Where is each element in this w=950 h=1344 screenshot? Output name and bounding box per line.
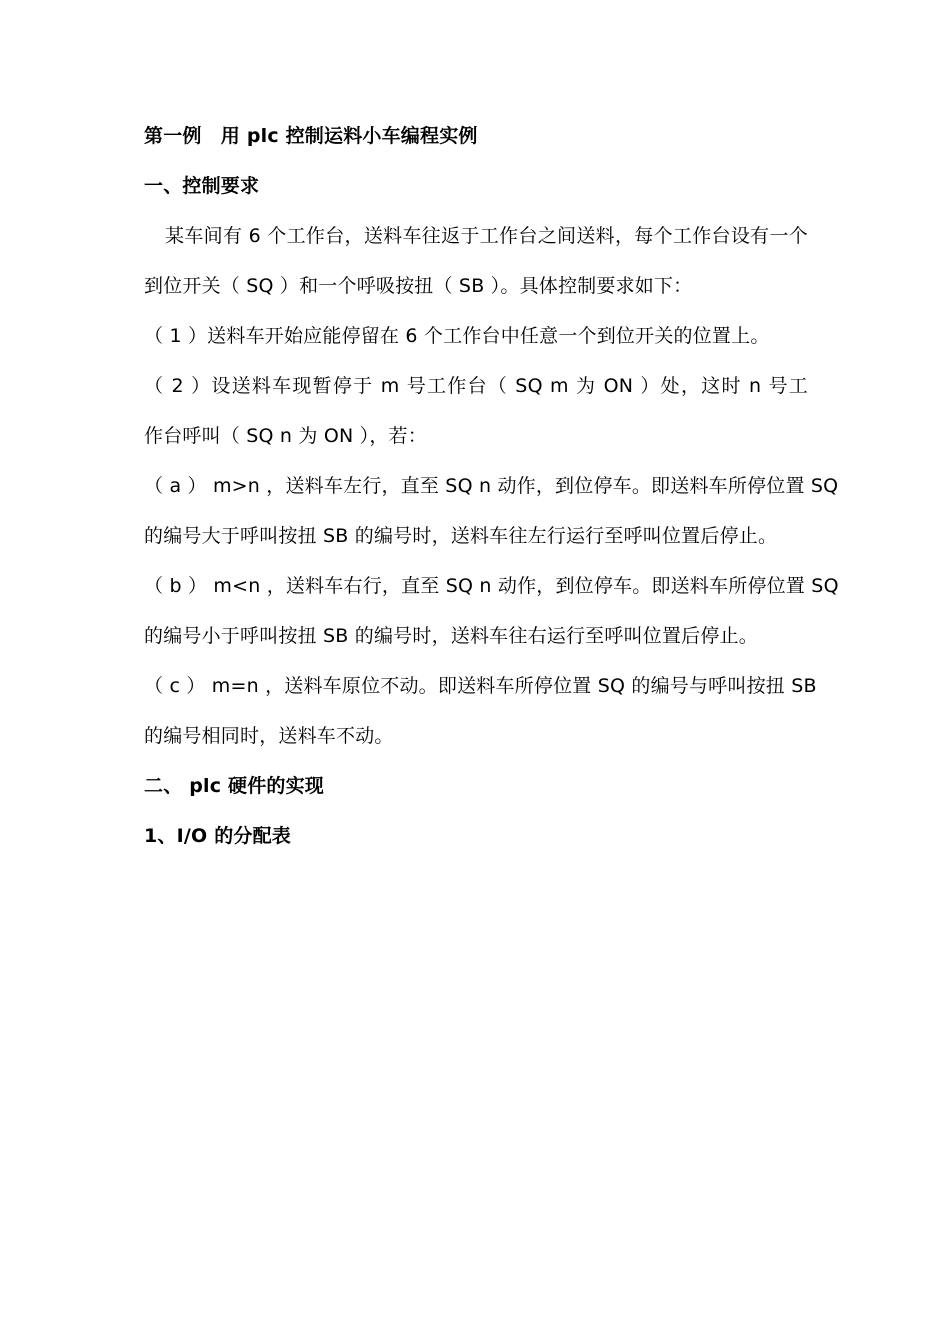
document-title: 第一例 用 plc 控制运料小车编程实例	[144, 125, 478, 147]
subsection-heading-io-table: 1、I/O 的分配表	[144, 825, 291, 847]
document-page	[144, 118, 839, 868]
paragraph-line: （ a ） m>n ，送料车左行，直至 SQ n 动作，到位停车。即送料车所停位置 SQ	[144, 475, 839, 497]
paragraph-line: 作台呼叫（ SQ n 为 ON ），若：	[144, 425, 427, 447]
section-heading-plc-hardware: 二、 plc 硬件的实现	[144, 775, 325, 797]
paragraph-line: 的编号大于呼叫按扭 SB 的编号时，送料车往左行运行至呼叫位置后停止。	[144, 525, 778, 547]
paragraph-line: （ 2 ）设送料车现暂停于 m 号工作台（ SQ m 为 ON ）处，这时 n 号工	[144, 375, 808, 397]
paragraph-line: （ b ） m<n ，送料车右行，直至 SQ n 动作，到位停车。即送料车所停位置 SQ	[144, 575, 839, 597]
section-heading-control-requirements: 一、控制要求	[144, 175, 260, 197]
paragraph-line: （ c ） m=n ，送料车原位不动。即送料车所停位置 SQ 的编号与呼叫按扭 SB	[144, 675, 817, 697]
paragraph-line: 的编号相同时，送料车不动。	[144, 725, 394, 747]
paragraph-line: 某车间有 6 个工作台，送料车往返于工作台之间送料，每个工作台设有一个	[165, 225, 808, 247]
paragraph-line: （ 1 ）送料车开始应能停留在 6 个工作台中任意一个到位开关的位置上。	[144, 325, 770, 347]
paragraph-line: 的编号小于呼叫按扭 SB 的编号时，送料车往右运行至呼叫位置后停止。	[144, 625, 758, 647]
paragraph-line: 到位开关（ SQ ）和一个呼吸按扭（ SB ）。具体控制要求如下：	[144, 275, 693, 297]
